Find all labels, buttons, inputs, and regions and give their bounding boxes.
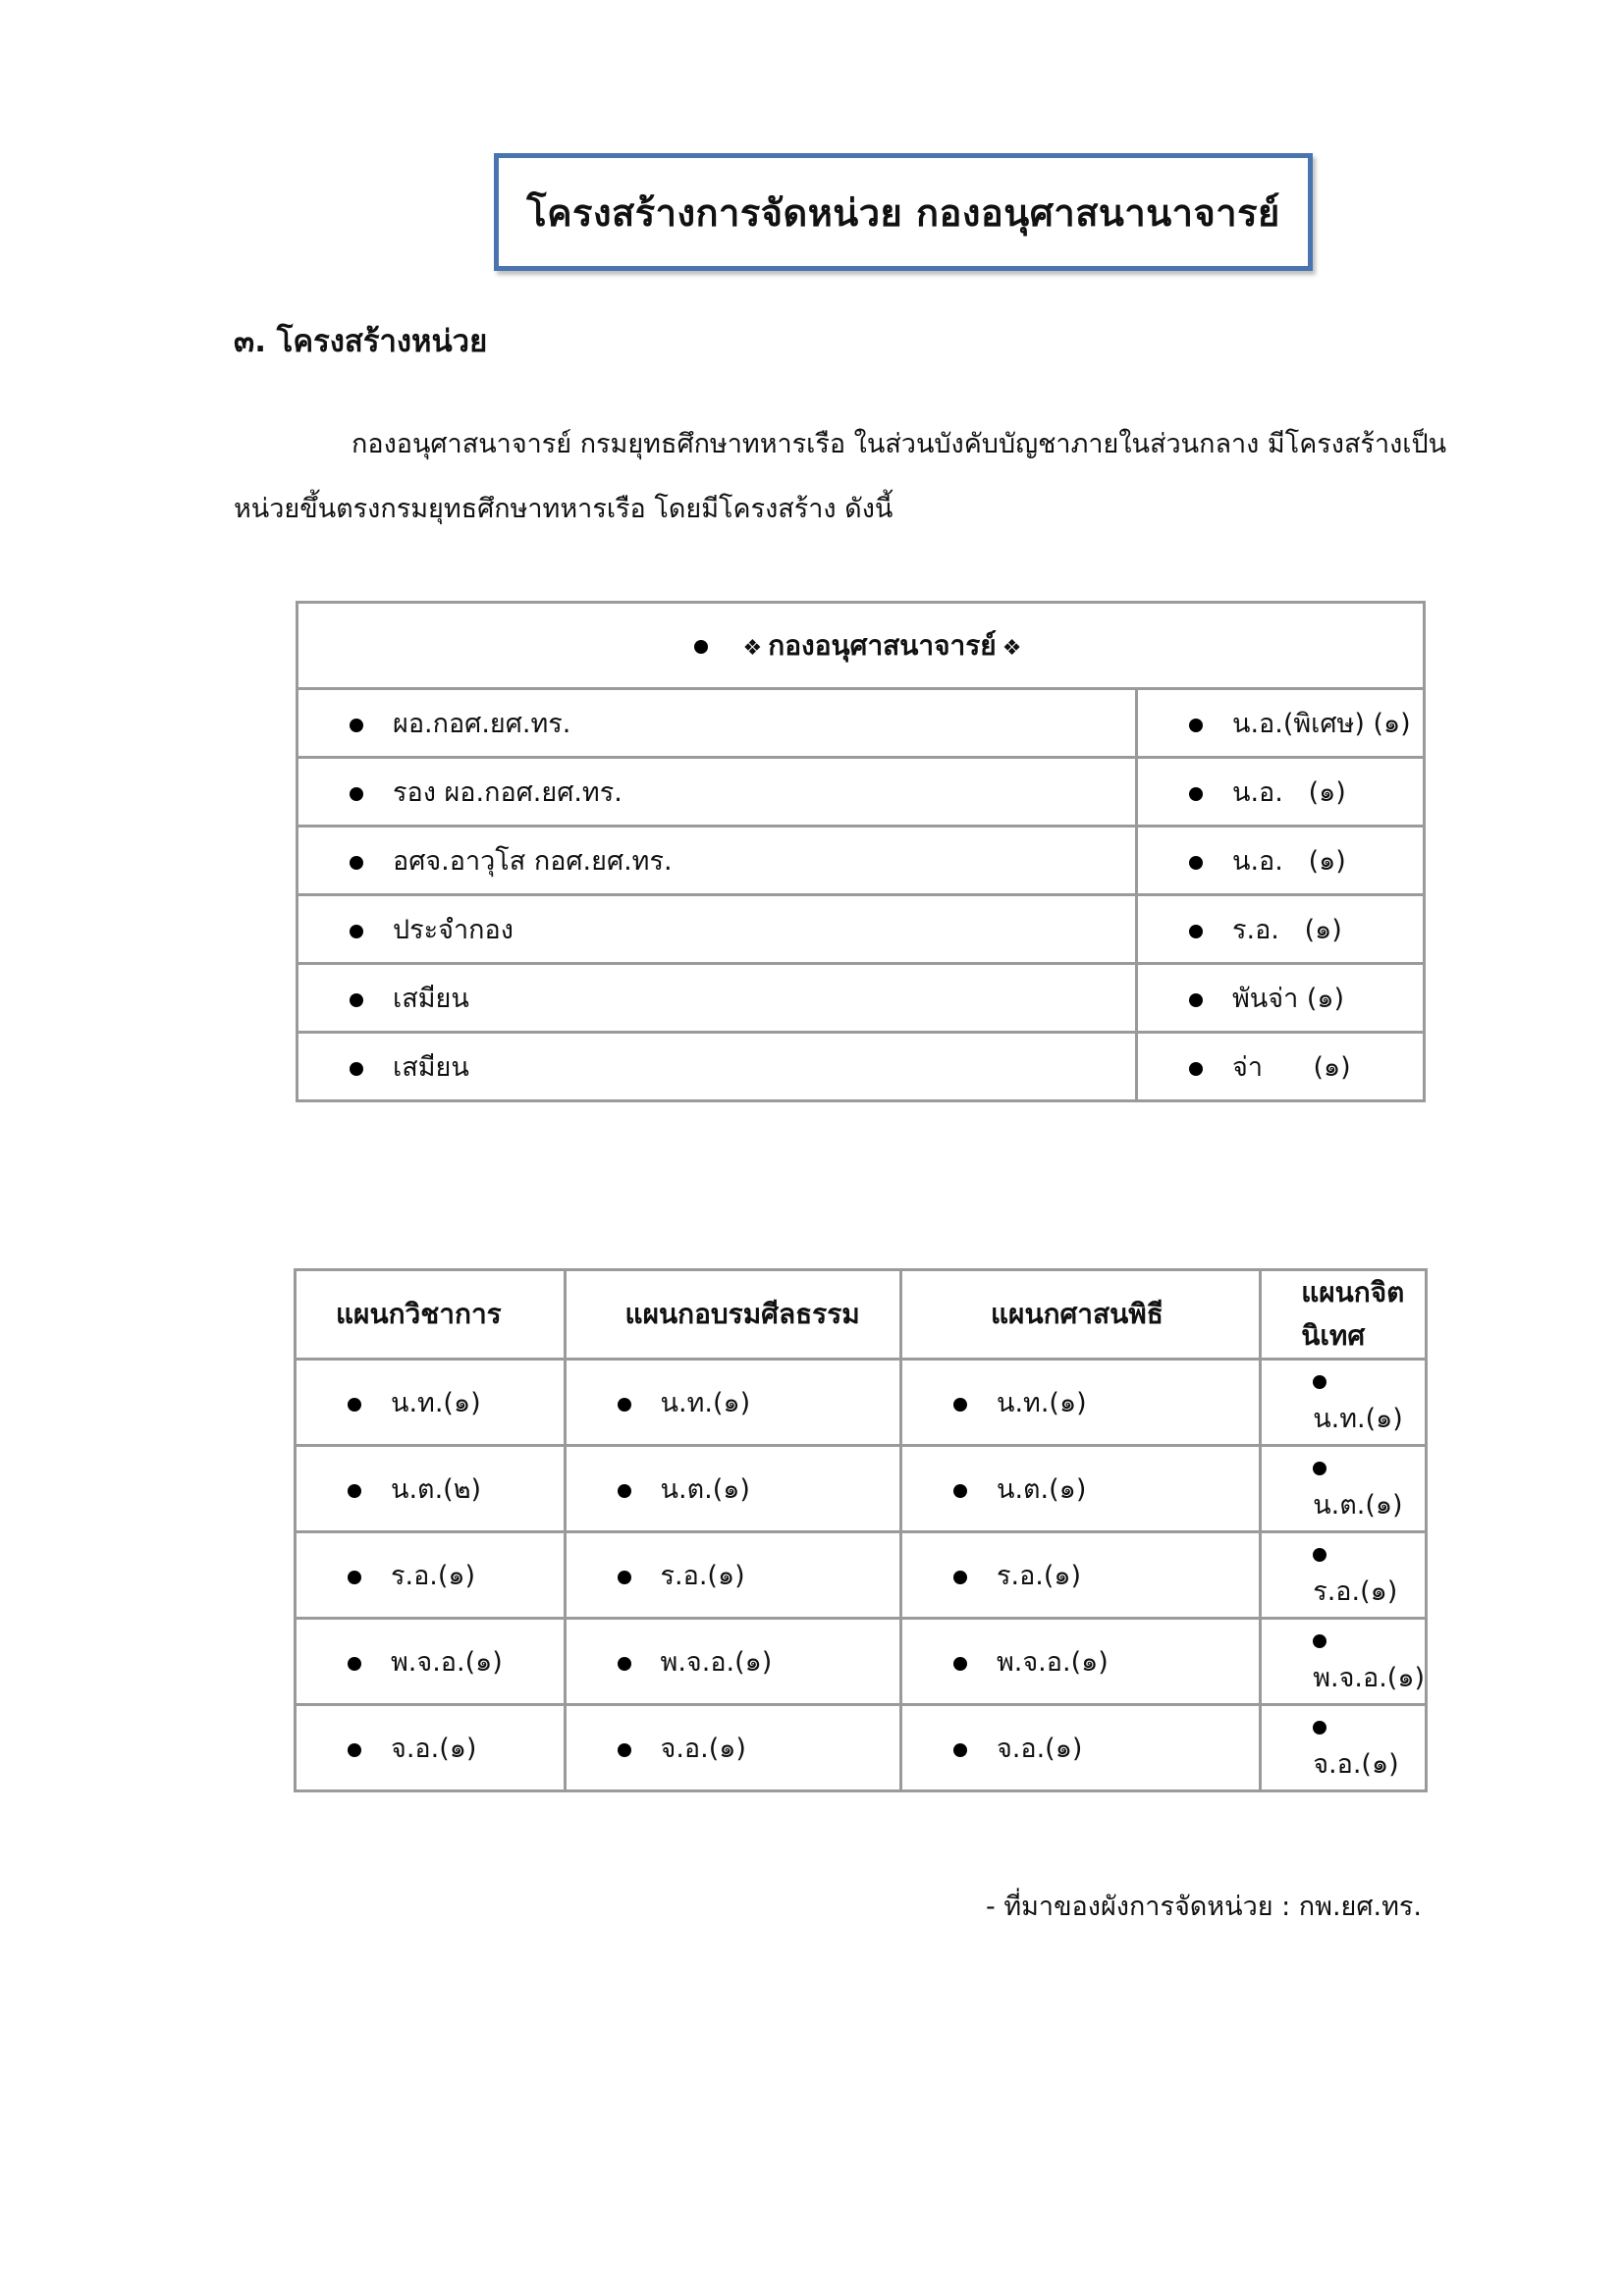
- bullet-icon: [1189, 719, 1203, 732]
- rank-cell: [1137, 1033, 1425, 1101]
- rank-cell-text: พันจ่า (๑): [1232, 984, 1345, 1014]
- unit-table-body: [298, 689, 1425, 1101]
- bullet-icon: [618, 1484, 631, 1498]
- rank-cell: [1137, 758, 1425, 827]
- bullet-icon: [1189, 1062, 1203, 1076]
- division-rank-cell-text: น.ท.(๑): [660, 1388, 751, 1418]
- bullet-icon: [953, 1484, 967, 1498]
- rank-cell-text: น.อ. (๑): [1232, 846, 1346, 877]
- bullet-icon: [350, 787, 363, 801]
- division-rank-cell-text: น.ต.(๑): [1313, 1489, 1403, 1521]
- bullet-icon: [1313, 1548, 1326, 1562]
- table-row: [296, 1619, 1427, 1705]
- rank-cell: [1137, 895, 1425, 964]
- table-row: [298, 895, 1425, 964]
- bullet-icon: [953, 1657, 967, 1671]
- division-rank-cell: [900, 1619, 1260, 1705]
- division-rank-cell: [296, 1619, 566, 1705]
- division-rank-cell: [900, 1532, 1260, 1619]
- table-row: [296, 1532, 1427, 1619]
- bullet-icon: [1189, 925, 1203, 938]
- bullet-icon: [953, 1571, 967, 1584]
- division-rank-cell-text: จ.อ.(๑): [391, 1734, 477, 1764]
- paragraph-line-2: หน่วยขึ้นตรงกรมยุทธศึกษาทหารเรือ โดยมีโครงสร้าง ดังนี้: [234, 494, 893, 524]
- division-rank-cell: [296, 1360, 566, 1446]
- division-rank-cell-text: ร.อ.(๑): [996, 1561, 1082, 1591]
- position-cell-text: เสมียน: [393, 1052, 469, 1083]
- position-cell: [298, 689, 1137, 758]
- table-row: [296, 1446, 1427, 1532]
- bullet-icon: [953, 1398, 967, 1412]
- division-rank-cell: [565, 1532, 900, 1619]
- divisions-table: [294, 1268, 1428, 1792]
- bullet-icon: [348, 1743, 361, 1757]
- division-rank-cell-text: พ.จ.อ.(๑): [996, 1647, 1109, 1678]
- division-rank-cell: [565, 1705, 900, 1791]
- bullet-icon: [1189, 787, 1203, 801]
- bullet-icon: [953, 1743, 967, 1757]
- division-rank-cell: [900, 1705, 1260, 1791]
- division-rank-cell: [565, 1360, 900, 1446]
- division-header-moral-training: แผนกอบรมศีลธรรม: [565, 1270, 900, 1360]
- unit-structure-table: [296, 601, 1426, 1102]
- division-rank-cell-text: ร.อ.(๑): [1313, 1575, 1398, 1607]
- division-rank-cell: [1261, 1705, 1427, 1791]
- rank-cell-text: น.อ. (๑): [1232, 777, 1346, 808]
- unit-table-header: [298, 603, 1425, 689]
- bullet-icon: [1313, 1634, 1326, 1648]
- unit-table-header-label: กองอนุศาสนาจารย์: [768, 628, 997, 662]
- position-cell-text: อศจ.อาวุโส กอศ.ยศ.ทร.: [393, 846, 673, 877]
- bullet-icon: [618, 1657, 631, 1671]
- table-row: [298, 689, 1425, 758]
- position-cell: [298, 758, 1137, 827]
- division-rank-cell: [1261, 1446, 1427, 1532]
- division-header-academic: แผนกวิชาการ: [296, 1270, 566, 1360]
- divisions-header-row: [296, 1270, 1427, 1360]
- division-rank-cell-text: น.ท.(๑): [996, 1388, 1087, 1418]
- bullet-icon: [694, 640, 708, 654]
- bullet-icon: [348, 1484, 361, 1498]
- position-cell: [298, 1033, 1137, 1101]
- rank-cell: [1137, 689, 1425, 758]
- rank-cell: [1137, 827, 1425, 895]
- rank-cell-text: จ่า (๑): [1232, 1052, 1351, 1083]
- bullet-icon: [350, 1062, 363, 1076]
- position-cell: [298, 827, 1137, 895]
- table-row: [298, 964, 1425, 1033]
- division-header-ceremonies: แผนกศาสนพิธี: [900, 1270, 1260, 1360]
- table-row: [296, 1360, 1427, 1446]
- table-row: [296, 1705, 1427, 1791]
- rank-cell: [1137, 964, 1425, 1033]
- division-header-counseling: แผนกจิตนิเทศ: [1261, 1270, 1427, 1360]
- table-row: [298, 1033, 1425, 1101]
- division-rank-cell: [296, 1446, 566, 1532]
- division-rank-cell-text: น.ท.(๑): [391, 1388, 481, 1418]
- bullet-icon: [348, 1571, 361, 1584]
- bullet-icon: [348, 1657, 361, 1671]
- divisions-table-body: [296, 1360, 1427, 1791]
- bullet-icon: [618, 1398, 631, 1412]
- division-rank-cell-text: จ.อ.(๑): [660, 1734, 746, 1764]
- division-rank-cell-text: จ.อ.(๑): [996, 1734, 1083, 1764]
- division-rank-cell: [1261, 1360, 1427, 1446]
- bullet-icon: [350, 719, 363, 732]
- division-rank-cell-text: ร.อ.(๑): [391, 1561, 476, 1591]
- division-rank-cell-text: น.ท.(๑): [1313, 1403, 1403, 1434]
- division-rank-cell: [565, 1446, 900, 1532]
- bullet-icon: [1189, 856, 1203, 870]
- bullet-icon: [350, 993, 363, 1007]
- division-rank-cell: [1261, 1619, 1427, 1705]
- division-rank-cell: [296, 1532, 566, 1619]
- intro-paragraph: [234, 412, 1463, 542]
- bullet-icon: [1313, 1375, 1326, 1389]
- position-cell: [298, 895, 1137, 964]
- division-rank-cell-text: พ.จ.อ.(๑): [660, 1647, 773, 1678]
- bullet-icon: [348, 1398, 361, 1412]
- division-rank-cell: [900, 1360, 1260, 1446]
- division-rank-cell-text: พ.จ.อ.(๑): [1313, 1662, 1425, 1693]
- bullet-icon: [1189, 993, 1203, 1007]
- division-rank-cell-text: จ.อ.(๑): [1313, 1748, 1399, 1780]
- division-rank-cell-text: พ.จ.อ.(๑): [391, 1647, 503, 1678]
- position-cell: [298, 964, 1137, 1033]
- diamond-icon: ❖: [1001, 635, 1022, 661]
- rank-cell-text: น.อ.(พิเศษ) (๑): [1232, 709, 1411, 739]
- rank-cell-text: ร.อ. (๑): [1232, 915, 1342, 945]
- division-rank-cell-text: น.ต.(๒): [391, 1474, 482, 1505]
- bullet-icon: [1313, 1462, 1326, 1475]
- division-rank-cell-text: ร.อ.(๑): [660, 1561, 745, 1591]
- bullet-icon: [618, 1743, 631, 1757]
- bullet-icon: [618, 1571, 631, 1584]
- bullet-icon: [350, 925, 363, 938]
- position-cell-text: ประจำกอง: [393, 915, 514, 945]
- table-row: [298, 827, 1425, 895]
- division-rank-cell: [1261, 1532, 1427, 1619]
- division-rank-cell: [296, 1705, 566, 1791]
- position-cell-text: รอง ผอ.กอศ.ยศ.ทร.: [393, 777, 623, 808]
- section-heading: ๓. โครงสร้างหน่วย: [234, 324, 488, 359]
- position-cell-text: ผอ.กอศ.ยศ.ทร.: [393, 709, 571, 739]
- table-row: [298, 758, 1425, 827]
- division-rank-cell-text: น.ต.(๑): [996, 1474, 1087, 1505]
- division-rank-cell: [565, 1619, 900, 1705]
- source-note: - ที่มาของผังการจัดหน่วย : กพ.ยศ.ทร.: [986, 1892, 1422, 1922]
- title-box: [494, 153, 1313, 271]
- division-rank-cell: [900, 1446, 1260, 1532]
- page-title: โครงสร้างการจัดหน่วย กองอนุศาสนานาจารย์: [526, 190, 1280, 235]
- unit-table-header-row: [298, 603, 1425, 689]
- bullet-icon: [350, 856, 363, 870]
- bullet-icon: [1313, 1721, 1326, 1735]
- division-rank-cell-text: น.ต.(๑): [660, 1474, 750, 1505]
- diamond-icon: ❖: [742, 635, 763, 661]
- position-cell-text: เสมียน: [393, 984, 469, 1014]
- paragraph-line-1: กองอนุศาสนาจารย์ กรมยุทธศึกษาทหารเรือ ในส่วนบังคับบัญชาภายในส่วนกลาง มีโครงสร้างเป็น: [352, 429, 1447, 459]
